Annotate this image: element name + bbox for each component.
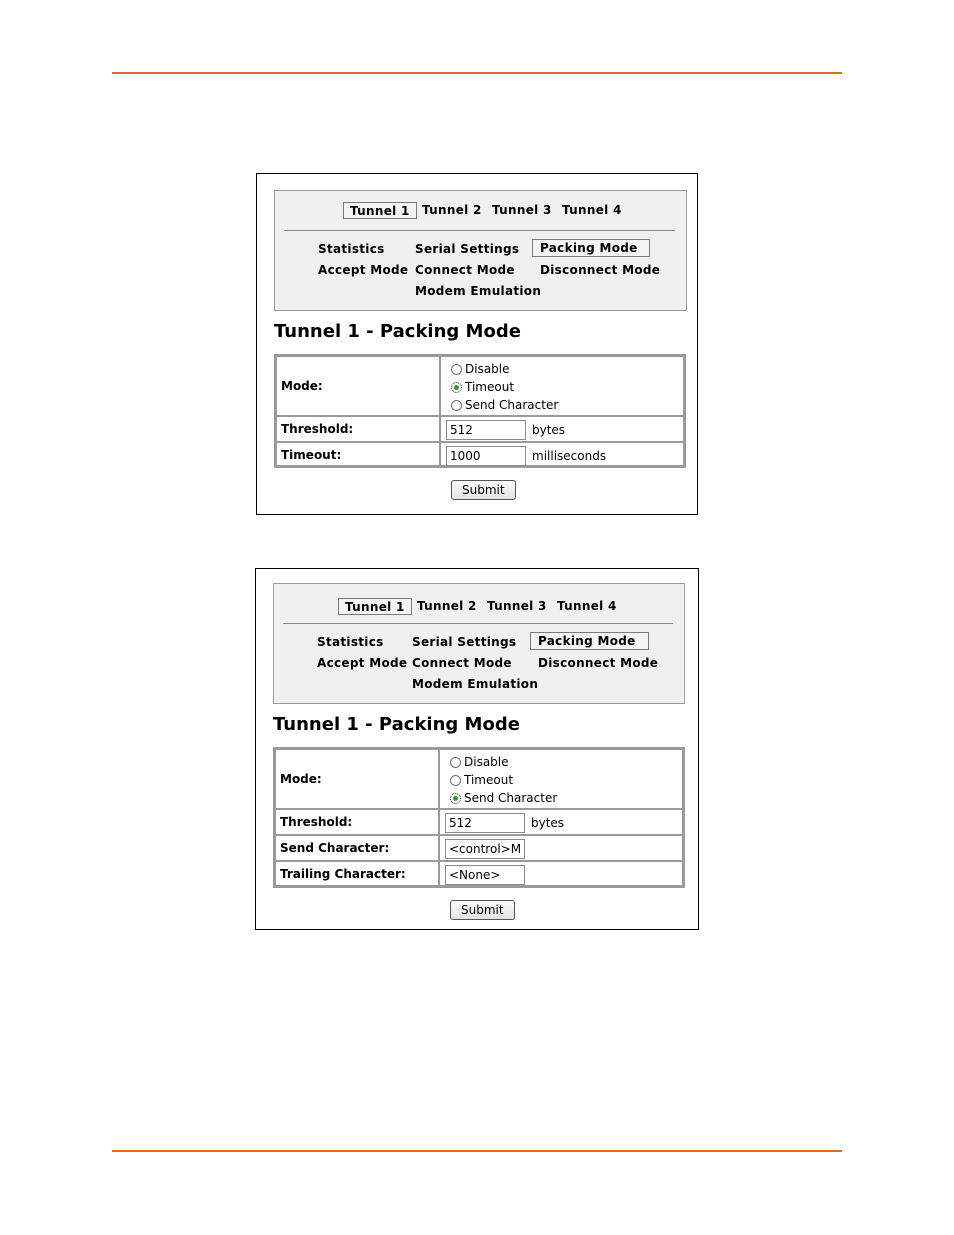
tab-tunnel-1[interactable]: Tunnel 1 (343, 202, 417, 219)
nav-connect-mode[interactable]: Connect Mode (412, 656, 512, 670)
radio-send-character-icon[interactable] (450, 793, 461, 804)
table-row-trailing-character (276, 860, 682, 886)
radio-send-character-icon[interactable] (451, 400, 462, 411)
trailing-character-label: Trailing Character: (280, 867, 406, 881)
radio-disable[interactable] (451, 362, 510, 378)
trailing-character-input[interactable]: <None> (445, 865, 525, 885)
radio-timeout-icon[interactable] (450, 775, 461, 786)
nav-disconnect-mode[interactable]: Disconnect Mode (538, 656, 659, 670)
nav-serial-settings[interactable]: Serial Settings (415, 242, 520, 256)
footer-rule (112, 1150, 842, 1152)
radio-disable[interactable] (450, 755, 509, 771)
nav-separator (284, 230, 675, 231)
tab-tunnel-2[interactable]: Tunnel 2 (417, 599, 477, 613)
tab-tunnel-3[interactable]: Tunnel 3 (487, 599, 547, 613)
screenshot-timeout (256, 173, 698, 515)
tab-tunnel-4[interactable]: Tunnel 4 (562, 203, 622, 217)
nav-separator (283, 623, 673, 624)
radio-disable-icon[interactable] (451, 364, 462, 375)
settings-table (274, 354, 686, 468)
screenshot-send-character (255, 568, 699, 930)
tab-tunnel-2[interactable]: Tunnel 2 (422, 203, 482, 217)
radio-send-character-label: Send Character (464, 791, 558, 805)
submit-button[interactable]: Submit (451, 480, 516, 500)
header-rule (112, 72, 842, 74)
timeout-label: Timeout: (281, 448, 342, 462)
radio-timeout-icon[interactable] (451, 382, 462, 393)
send-character-label: Send Character: (280, 841, 390, 855)
timeout-unit: milliseconds (532, 449, 607, 463)
threshold-input[interactable]: 512 (445, 813, 525, 833)
tab-tunnel-1[interactable]: Tunnel 1 (338, 598, 412, 615)
nav-accept-mode[interactable]: Accept Mode (317, 656, 408, 670)
nav-panel (274, 190, 687, 311)
threshold-input[interactable]: 512 (446, 420, 526, 440)
table-row-mode (277, 357, 683, 415)
radio-disable-label: Disable (465, 362, 510, 376)
submit-button[interactable]: Submit (450, 900, 515, 920)
table-row-mode (276, 750, 682, 808)
page-title: Tunnel 1 - Packing Mode (274, 321, 521, 342)
radio-disable-icon[interactable] (450, 757, 461, 768)
nav-disconnect-mode[interactable]: Disconnect Mode (540, 263, 661, 277)
radio-timeout[interactable] (450, 773, 513, 789)
radio-timeout-label: Timeout (464, 773, 514, 787)
threshold-unit: bytes (531, 816, 565, 830)
table-row-send-character (276, 834, 682, 860)
radio-send-character[interactable] (450, 791, 557, 807)
radio-send-character[interactable] (451, 398, 558, 414)
nav-accept-mode[interactable]: Accept Mode (318, 263, 409, 277)
table-row-threshold (277, 415, 683, 441)
mode-label: Mode: (280, 772, 322, 786)
mode-label: Mode: (281, 379, 323, 393)
nav-packing-mode[interactable]: Packing Mode (530, 632, 649, 650)
table-row-threshold (276, 808, 682, 834)
nav-statistics[interactable]: Statistics (317, 635, 384, 649)
radio-send-character-label: Send Character (465, 398, 559, 412)
radio-timeout-label: Timeout (465, 380, 515, 394)
radio-disable-label: Disable (464, 755, 509, 769)
tab-tunnel-4[interactable]: Tunnel 4 (557, 599, 617, 613)
threshold-label: Threshold: (280, 815, 353, 829)
nav-panel (273, 583, 685, 704)
timeout-input[interactable]: 1000 (446, 446, 526, 466)
send-character-input[interactable]: <control>M (445, 839, 525, 859)
nav-statistics[interactable]: Statistics (318, 242, 385, 256)
threshold-unit: bytes (532, 423, 566, 437)
nav-connect-mode[interactable]: Connect Mode (415, 263, 515, 277)
nav-modem-emulation[interactable]: Modem Emulation (415, 284, 542, 298)
tab-tunnel-3[interactable]: Tunnel 3 (492, 203, 552, 217)
nav-packing-mode[interactable]: Packing Mode (532, 239, 650, 257)
nav-modem-emulation[interactable]: Modem Emulation (412, 677, 539, 691)
nav-serial-settings[interactable]: Serial Settings (412, 635, 517, 649)
radio-timeout[interactable] (451, 380, 514, 396)
page-title: Tunnel 1 - Packing Mode (273, 714, 520, 735)
settings-table (273, 747, 685, 888)
table-row-timeout (277, 441, 683, 468)
threshold-label: Threshold: (281, 422, 354, 436)
